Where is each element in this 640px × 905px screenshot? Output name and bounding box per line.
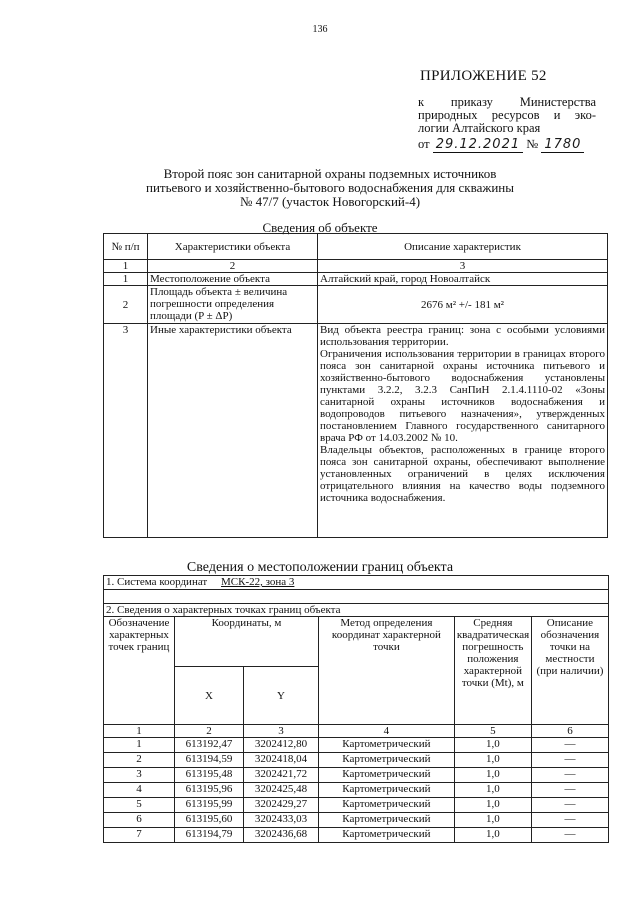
index-cell: 4 [318, 725, 454, 738]
point-y: 3202418,04 [243, 753, 318, 768]
point-x: 613194,79 [174, 828, 243, 843]
header-method: Метод определения координат характерной точки [318, 617, 454, 725]
point-y: 3202429,27 [243, 798, 318, 813]
point-y: 3202436,68 [243, 828, 318, 843]
order-reference [418, 96, 596, 135]
handwritten-number: 1780 [541, 137, 584, 153]
order-line: природных ресурсов и эко- [418, 108, 596, 122]
table-row [104, 828, 609, 843]
header-coordinates: Координаты, м [174, 617, 318, 667]
point-error: 1,0 [454, 783, 531, 798]
index-cell: 2 [174, 725, 243, 738]
header-error: Средняя квадратическая погрешность положения характерной точки (Mt), м [454, 617, 531, 725]
point-method: Картометрический [318, 783, 454, 798]
handwritten-date: 29.12.2021 [433, 137, 523, 153]
table-row [104, 783, 609, 798]
from-label: от [418, 137, 430, 151]
index-cell: 1 [104, 260, 148, 273]
table-row [104, 273, 608, 286]
point-id: 5 [104, 798, 175, 813]
point-description: — [531, 753, 608, 768]
object-info-heading: Сведения об объекте [262, 220, 378, 235]
point-x: 613195,48 [174, 768, 243, 783]
point-error: 1,0 [454, 753, 531, 768]
index-cell: 5 [454, 725, 531, 738]
row-name: Иные характеристики объекта [148, 324, 318, 538]
order-line: к приказу Министерства [418, 95, 596, 109]
point-y: 3202421,72 [243, 768, 318, 783]
row-name: Местоположение объекта [148, 273, 318, 286]
index-cell: 2 [148, 260, 318, 273]
point-error: 1,0 [454, 768, 531, 783]
point-description: — [531, 828, 608, 843]
description-paragraph: Вид объекта реестра границ: зона с особыми условиями использования территории. [320, 324, 605, 348]
point-id: 2 [104, 753, 175, 768]
point-description: — [531, 768, 608, 783]
appendix-title: ПРИЛОЖЕНИЕ 52 [420, 68, 547, 84]
point-id: 4 [104, 783, 175, 798]
point-error: 1,0 [454, 813, 531, 828]
index-cell: 1 [104, 725, 175, 738]
header-designation: Обозначение характерных точек границ [104, 617, 175, 725]
table-row [104, 324, 608, 538]
order-date-number [418, 137, 584, 153]
boundary-points-table [103, 575, 609, 843]
coord-system-label: 1. Система координат [106, 576, 208, 588]
point-x: 613195,60 [174, 813, 243, 828]
point-description: — [531, 798, 608, 813]
page-number: 136 [312, 24, 328, 35]
table-row [104, 768, 609, 783]
point-y: 3202412,80 [243, 738, 318, 753]
row-value-description [318, 324, 608, 538]
point-description: — [531, 738, 608, 753]
row-number: 3 [104, 324, 148, 538]
point-id: 1 [104, 738, 175, 753]
point-x: 613194,59 [174, 753, 243, 768]
header-number: № п/п [104, 234, 148, 260]
point-x: 613195,96 [174, 783, 243, 798]
table-row [104, 738, 609, 753]
row-value: 2676 м² +/- 181 м² [318, 286, 608, 324]
header-x: X [174, 667, 243, 725]
row-value: Алтайский край, город Новоалтайск [318, 273, 608, 286]
index-cell: 6 [531, 725, 608, 738]
point-error: 1,0 [454, 738, 531, 753]
point-id: 3 [104, 768, 175, 783]
point-x: 613195,99 [174, 798, 243, 813]
point-method: Картометрический [318, 738, 454, 753]
row-number: 2 [104, 286, 148, 324]
document-title: Второй пояс зон санитарной охраны подземных источников питьевого и хозяйственно-бытового водоснабжения для скважины № 47/7 (участок Новогорский-4) [146, 166, 514, 209]
point-method: Картометрический [318, 768, 454, 783]
number-label: № [526, 137, 539, 151]
point-id: 6 [104, 813, 175, 828]
point-method: Картометрический [318, 798, 454, 813]
table-row [104, 286, 608, 324]
points-heading: 2. Сведения о характерных точках границ объекта [104, 604, 609, 617]
boundary-heading: Сведения о местоположении границ объекта [186, 560, 454, 575]
point-y: 3202433,03 [243, 813, 318, 828]
coord-system-value: МСК-22, зона 3 [220, 576, 295, 588]
header-point-description: Описание обозначения точки на местности (при наличии) [531, 617, 608, 725]
description-paragraph: Ограничения использования территории в границах второго пояса зон санитарной охраны источника питьевого и хозяйственно-бытового водоснабжения установлены пунктами 3.2.2, 3.2.3 СанПиН 2.1.4.1110-02 «Зоны санитарной охраны источников водоснабжения и водопроводов питьевого назначения», утвержденных постановлением Главного государственного санитарного врача РФ от 14.03.2002 № 10. [320, 348, 605, 444]
point-x: 613192,47 [174, 738, 243, 753]
table-row [104, 753, 609, 768]
point-method: Картометрический [318, 813, 454, 828]
object-info-table [103, 233, 608, 538]
row-number: 1 [104, 273, 148, 286]
point-method: Картометрический [318, 828, 454, 843]
point-description: — [531, 783, 608, 798]
point-y: 3202425,48 [243, 783, 318, 798]
header-description: Описание характеристик [318, 234, 608, 260]
index-cell: 3 [318, 260, 608, 273]
header-characteristic: Характеристики объекта [148, 234, 318, 260]
empty-row [104, 590, 609, 604]
order-line: логии Алтайского края [418, 121, 541, 135]
header-y: Y [243, 667, 318, 725]
point-description: — [531, 813, 608, 828]
point-error: 1,0 [454, 798, 531, 813]
index-cell: 3 [243, 725, 318, 738]
point-id: 7 [104, 828, 175, 843]
point-error: 1,0 [454, 828, 531, 843]
table-row [104, 798, 609, 813]
description-paragraph: Владельцы объектов, расположенных в границе второго пояса зон санитарной охраны, обеспечивают выполнение установленных ограничений в целях исключения отрицательного влияния на качество воды подземного источника водоснабжения. [320, 444, 605, 504]
point-method: Картометрический [318, 753, 454, 768]
row-name: Площадь объекта ± величина погрешности определения площади (P ± ΔP) [148, 286, 318, 324]
coord-system-row [104, 576, 609, 590]
table-row [104, 813, 609, 828]
